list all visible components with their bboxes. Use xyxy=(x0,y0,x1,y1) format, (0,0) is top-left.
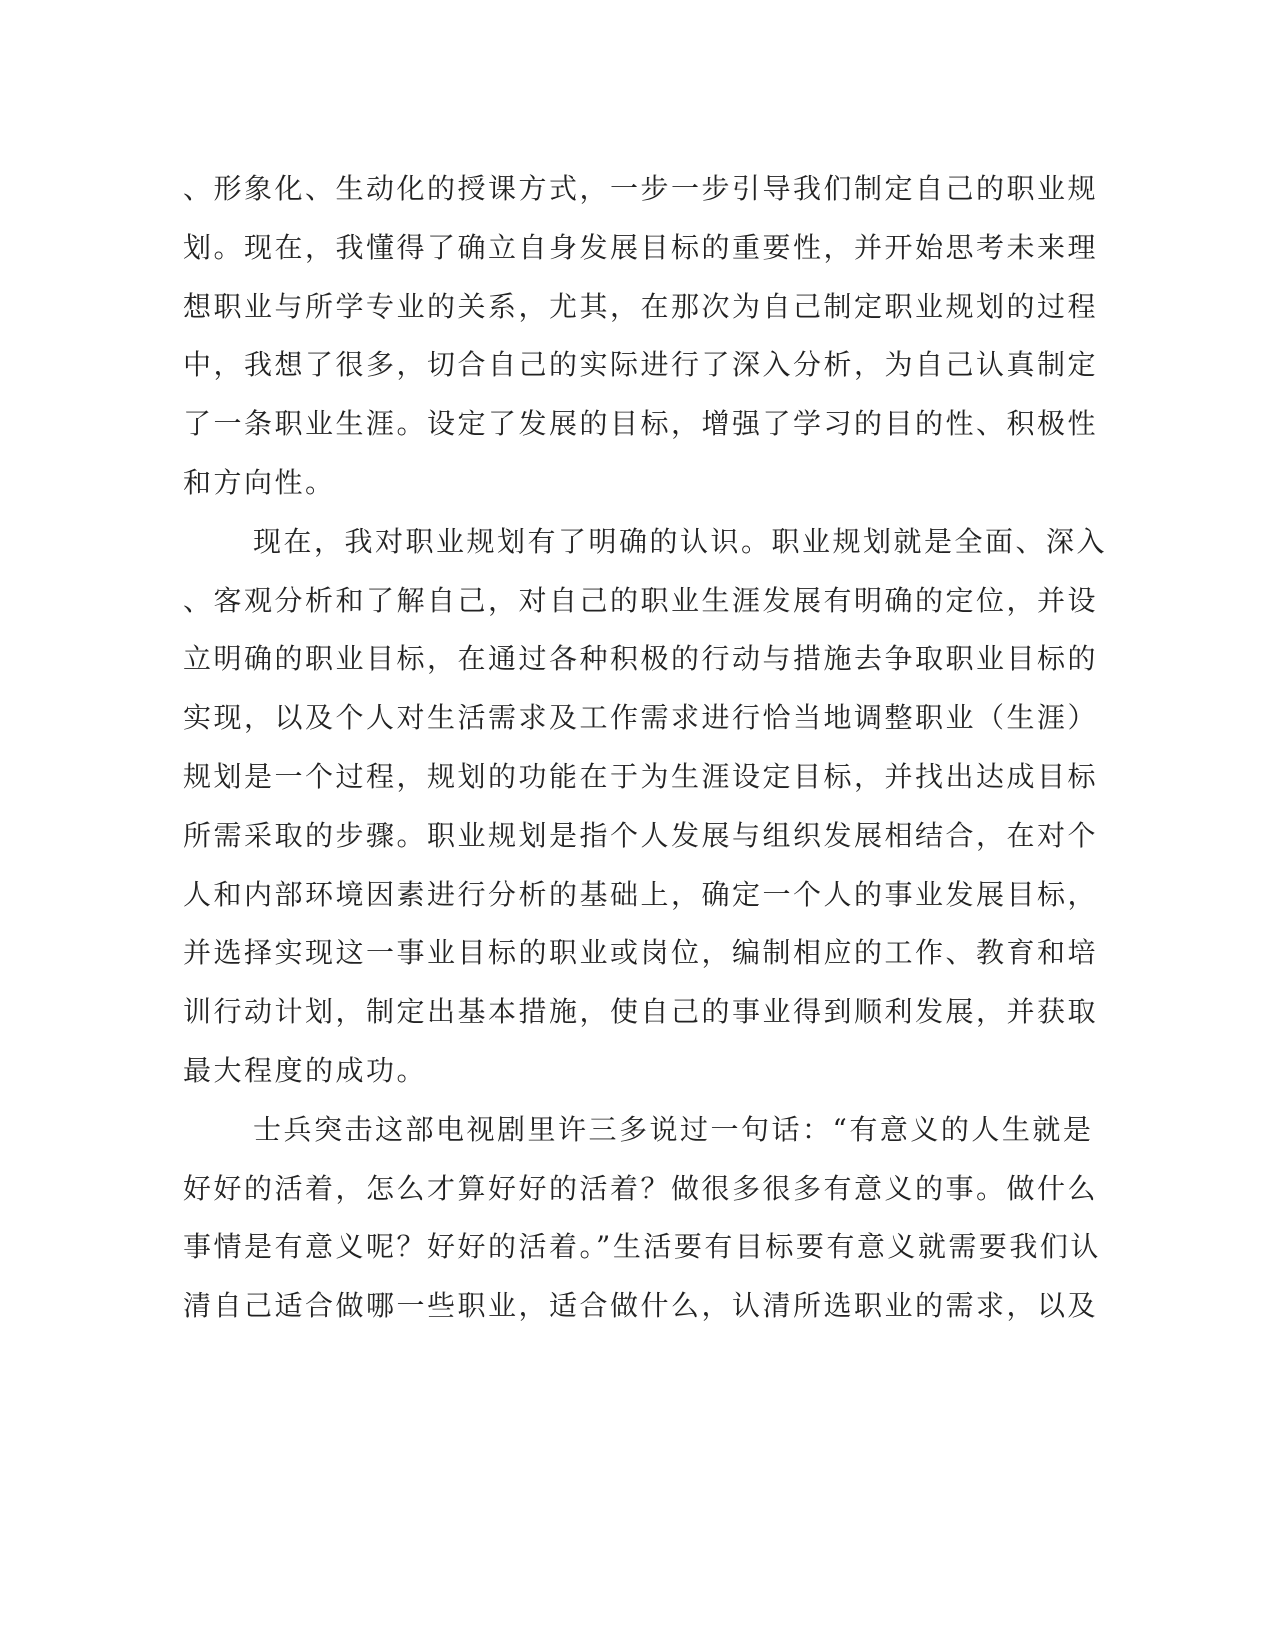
text-line: 训行动计划，制定出基本措施，使自己的事业得到顺利发展，并获取 xyxy=(183,995,1099,1029)
paragraph-first-line: 现在，我对职业规划有了明确的认识。职业规划就是全面、深入 xyxy=(253,524,1108,558)
text-line: 和方向性。 xyxy=(183,465,336,499)
text-line: 好好的活着，怎么才算好好的活着？做很多很多有意义的事。做什么 xyxy=(183,1171,1099,1205)
text-line: 划。现在，我懂得了确立自身发展目标的重要性，并开始思考未来理 xyxy=(183,230,1099,264)
text-line: 规划是一个过程，规划的功能在于为生涯设定目标，并找出达成目标 xyxy=(183,759,1099,793)
text-line: 中，我想了很多，切合自己的实际进行了深入分析，为自己认真制定 xyxy=(183,348,1099,382)
paragraph-first-line: 士兵突击这部电视剧里许三多说过一句话：“有意义的人生就是 xyxy=(253,1112,1094,1146)
body-text xyxy=(183,160,1108,1336)
text-line: 、形象化、生动化的授课方式，一步一步引导我们制定自己的职业规 xyxy=(183,172,1099,205)
text-line: 实现，以及个人对生活需求及工作需求进行恰当地调整职业（生涯） xyxy=(183,701,1099,735)
text-line: 事情是有意义呢？好好的活着。”生活要有目标要有意义就需要我们认 xyxy=(183,1230,1101,1264)
text-line: 、客观分析和了解自己，对自己的职业生涯发展有明确的定位，并设 xyxy=(183,583,1099,617)
text-line: 并选择实现这一事业目标的职业或岗位，编制相应的工作、教育和培 xyxy=(183,936,1099,970)
text-line: 最大程度的成功。 xyxy=(183,1053,428,1087)
text-line: 清自己适合做哪一些职业，适合做什么，认清所选职业的需求，以及 xyxy=(183,1289,1099,1323)
text-line: 所需采取的步骤。职业规划是指个人发展与组织发展相结合，在对个 xyxy=(183,818,1099,852)
text-line: 人和内部环境因素进行分析的基础上，确定一个人的事业发展目标， xyxy=(183,877,1099,911)
text-line: 了一条职业生涯。设定了发展的目标，增强了学习的目的性、积极性 xyxy=(183,407,1099,441)
text-line: 立明确的职业目标，在通过各种积极的行动与措施去争取职业目标的 xyxy=(183,642,1099,676)
text-line: 想职业与所学专业的关系，尤其，在那次为自己制定职业规划的过程 xyxy=(183,289,1099,323)
